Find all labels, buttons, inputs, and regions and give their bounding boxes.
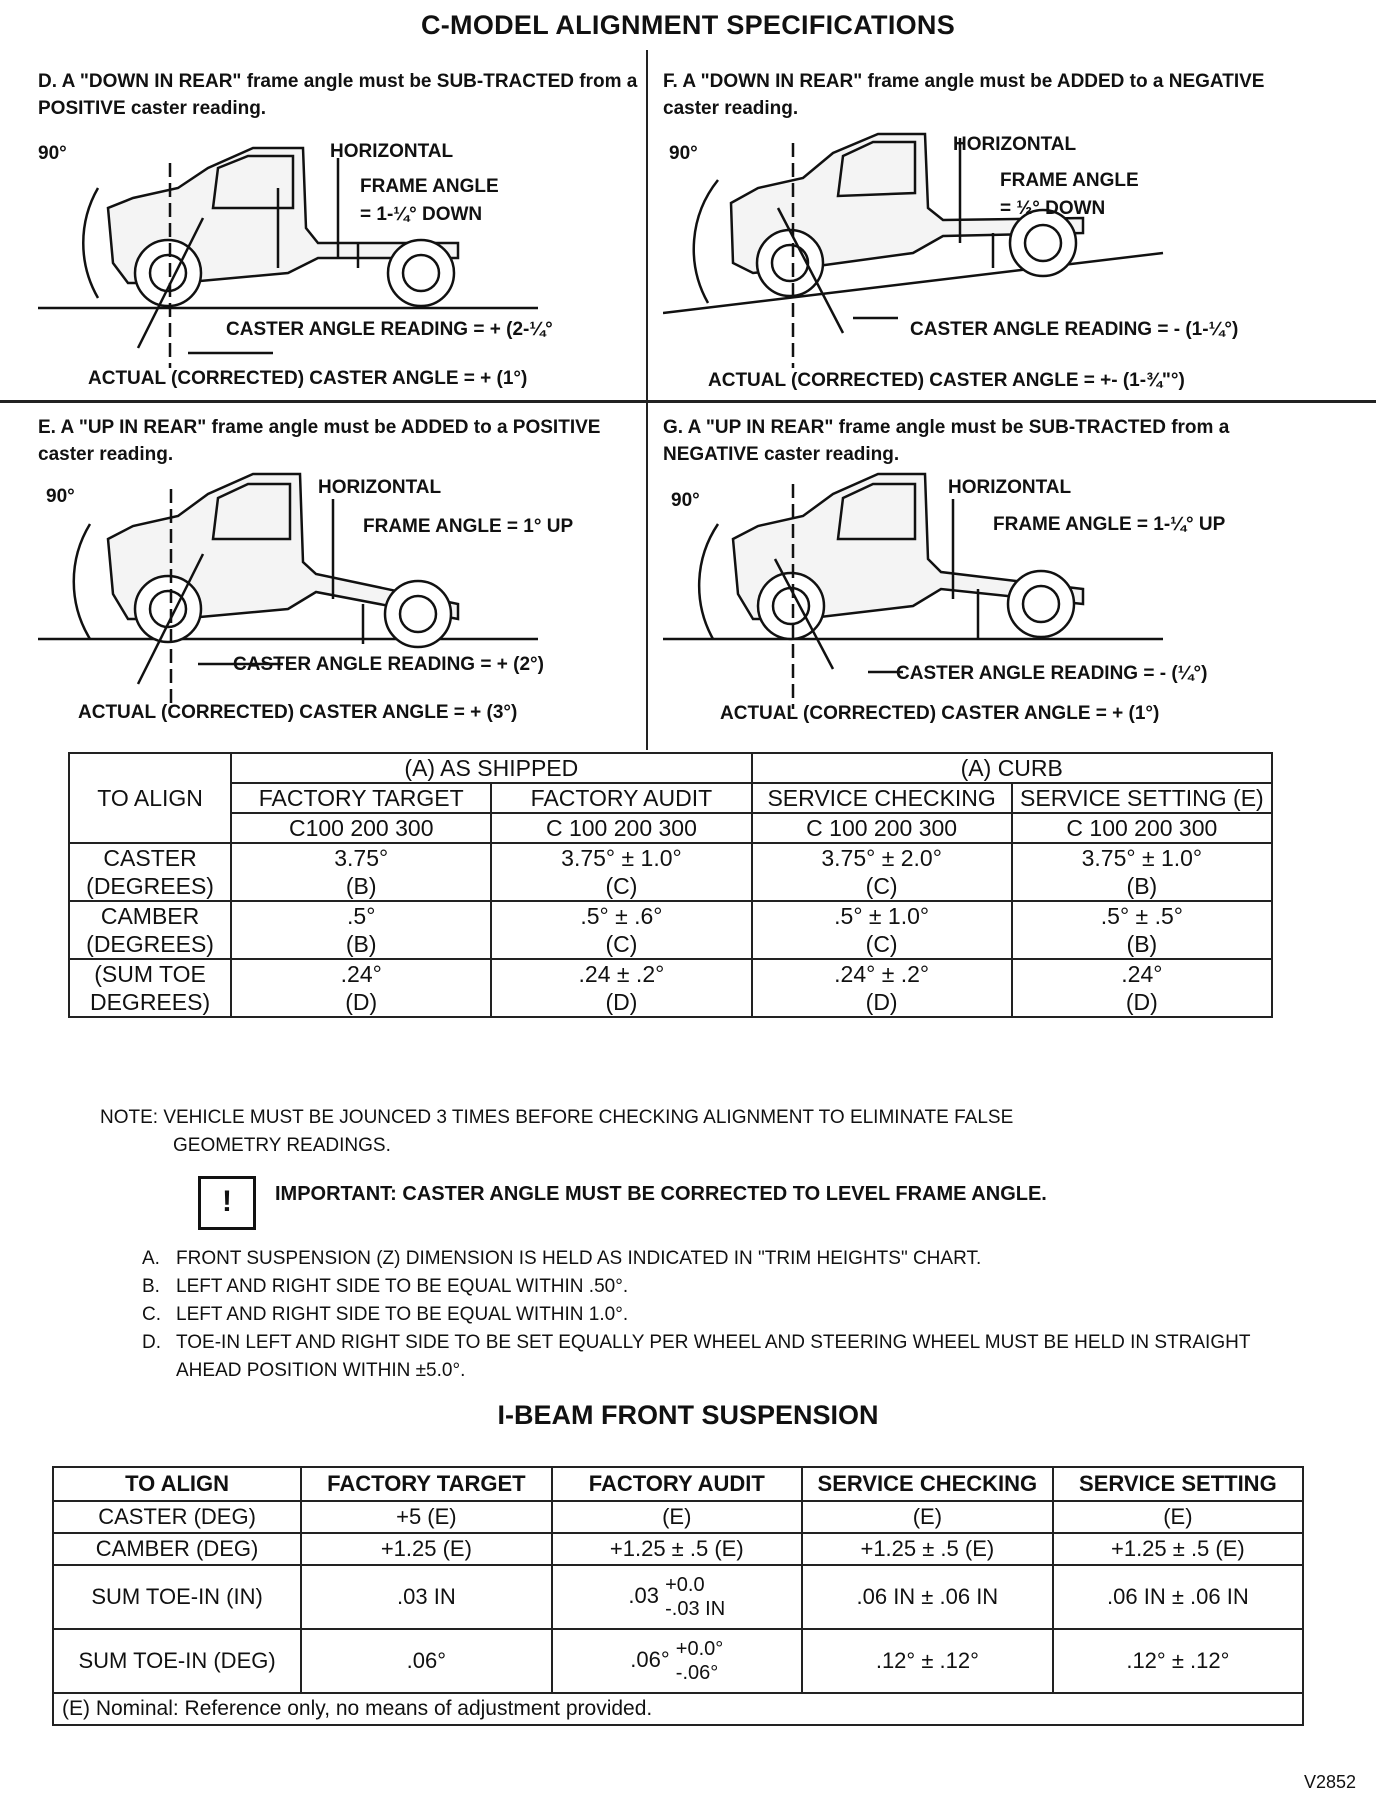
note-line-2: GEOMETRY READINGS. (173, 1135, 391, 1156)
panel-g-horizontal: HORIZONTAL (948, 477, 1072, 498)
row-label: CASTER (DEGREES) (69, 843, 231, 901)
panel-g-caption: G. A "UP IN REAR" frame angle must be SUB-TRACTED from a NEGATIVE caster reading. (663, 417, 1230, 465)
spec-cell: .24° (D) (1012, 959, 1272, 1017)
group-as-shipped: (A) AS SHIPPED (231, 753, 751, 783)
spec-cell: .24° (D) (231, 959, 491, 1017)
header-cell: FACTORY TARGET (301, 1467, 551, 1501)
col-service-checking: SERVICE CHECKING (752, 783, 1012, 813)
tolerance-cell: .03 +0.0 -.03 IN (552, 1565, 802, 1629)
note-line-1: NOTE: VEHICLE MUST BE JOUNCED 3 TIMES BEFORE CHECKING ALIGNMENT TO ELIMINATE FALSE (100, 1107, 1014, 1128)
spec-cell: .5° ± .5° (B) (1012, 901, 1272, 959)
panel-g-actual: ACTUAL (CORRECTED) CASTER ANGLE = + (1°) (720, 703, 1160, 724)
panel-e-ninety: 90° (46, 486, 75, 507)
spec-cell: .5° ± .6° (C) (491, 901, 751, 959)
panel-e-frame-angle: FRAME ANGLE = 1° UP (363, 516, 574, 537)
note-block (100, 1104, 1200, 1160)
model-row-cell: C 100 200 300 (752, 813, 1012, 843)
list-item: A. FRONT SUSPENSION (Z) DIMENSION IS HELD AS INDICATED IN "TRIM HEIGHTS" CHART. (142, 1248, 982, 1269)
panel-d-actual: ACTUAL (CORRECTED) CASTER ANGLE = + (1°) (88, 368, 528, 389)
panel-d-ninety: 90° (38, 143, 67, 164)
panel-d (38, 68, 678, 413)
panel-f-frame-angle: FRAME ANGLE (1000, 170, 1139, 191)
panel-f-caster-reading: CASTER ANGLE READING = - (1-¼°) (910, 319, 1239, 340)
panel-f-frame-value: = ½° DOWN (1000, 198, 1106, 219)
tolerance-cell: .06° +0.0° -.06° (552, 1629, 802, 1693)
panel-f-truck-diagram (663, 68, 1343, 413)
important-text: IMPORTANT: CASTER ANGLE MUST BE CORRECTED TO LEVEL FRAME ANGLE. (275, 1183, 1047, 1205)
panel-d-frame-value: = 1-¼° DOWN (360, 204, 483, 225)
spec-cell: 3.75° ± 1.0° (C) (491, 843, 751, 901)
table-row: SUM TOE-IN (DEG) .06° .06° +0.0° -.06° .12° ± .12° .12° ± .12° (53, 1629, 1303, 1693)
page-title: C-MODEL ALIGNMENT SPECIFICATIONS (420, 10, 956, 40)
spec-cell: .24 ± .2° (D) (491, 959, 751, 1017)
col-factory-audit: FACTORY AUDIT (491, 783, 751, 813)
model-row-cell: C 100 200 300 (491, 813, 751, 843)
panel-e (38, 414, 678, 759)
toe-row (69, 959, 1272, 1017)
spec-cell: 3.75° ± 1.0° (B) (1012, 843, 1272, 901)
table-row: CASTER (DEG) +5 (E) (E) (E) (E) (53, 1501, 1303, 1533)
c-model-spec-table (68, 752, 1273, 1018)
panel-g-caster-reading: CASTER ANGLE READING = - (¼°) (896, 663, 1208, 684)
table-footnote-row (53, 1693, 1303, 1725)
col-factory-target: FACTORY TARGET (231, 783, 491, 813)
camber-row (69, 901, 1272, 959)
table-row: SUM TOE-IN (IN) .03 IN .03 +0.0 -.03 IN .06 IN ± .06 IN .06 IN ± .06 IN (53, 1565, 1303, 1629)
panel-d-truck-diagram (38, 68, 678, 413)
header-cell: SERVICE CHECKING (802, 1467, 1053, 1501)
row-label: CAMBER (DEGREES) (69, 901, 231, 959)
list-item: D. TOE-IN LEFT AND RIGHT SIDE TO BE SET EQUALLY PER WHEEL AND STEERING WHEEL MUST BE HELD IN STRAIGHT AHEAD POSITION WITHIN ±5.0°. (142, 1332, 1251, 1381)
panel-d-caster-reading: CASTER ANGLE READING = + (2-¼° (226, 319, 553, 340)
panel-f-ninety: 90° (669, 143, 698, 164)
panel-f-horizontal: HORIZONTAL (953, 134, 1077, 155)
spec-cell: .24° ± .2° (D) (752, 959, 1012, 1017)
panel-d-caption: D. A "DOWN IN REAR" frame angle must be SUB-TRACTED from a POSITIVE caster reading. (38, 71, 638, 119)
panel-e-actual: ACTUAL (CORRECTED) CASTER ANGLE = + (3°) (78, 702, 518, 723)
header-cell: SERVICE SETTING (1053, 1467, 1303, 1501)
panel-g (663, 414, 1303, 759)
caster-row (69, 843, 1272, 901)
model-row-cell: C 100 200 300 (1012, 813, 1272, 843)
row-label: (SUM TOE DEGREES) (69, 959, 231, 1017)
footnote-list (142, 1245, 1282, 1385)
header-cell: FACTORY AUDIT (552, 1467, 802, 1501)
table-footnote: (E) Nominal: Reference only, no means of adjustment provided. (53, 1693, 1303, 1725)
panel-f-caption: F. A "DOWN IN REAR" frame angle must be ADDED to a NEGATIVE caster reading. (663, 71, 1265, 119)
spec-cell: 3.75° ± 2.0° (C) (752, 843, 1012, 901)
spec-cell: 3.75° (B) (231, 843, 491, 901)
group-curb: (A) CURB (752, 753, 1272, 783)
col-service-setting: SERVICE SETTING (E) (1012, 783, 1272, 813)
panel-f-actual: ACTUAL (CORRECTED) CASTER ANGLE = +- (1-¾"°) (708, 370, 1185, 391)
spec-cell: .5° ± 1.0° (C) (752, 901, 1012, 959)
panel-e-caster-reading: CASTER ANGLE READING = + (2°) (233, 654, 544, 675)
header-cell: TO ALIGN (53, 1467, 301, 1501)
i-beam-spec-table (52, 1466, 1304, 1726)
figure-code: V2852 (1303, 1772, 1356, 1792)
panel-f (663, 68, 1303, 413)
important-icon: ! (198, 1176, 256, 1230)
list-item: C. LEFT AND RIGHT SIDE TO BE EQUAL WITHIN 1.0°. (142, 1304, 629, 1325)
table-row: CAMBER (DEG) +1.25 (E) +1.25 ± .5 (E) +1.25 ± .5 (E) +1.25 ± .5 (E) (53, 1533, 1303, 1565)
list-item: B. LEFT AND RIGHT SIDE TO BE EQUAL WITHIN .50°. (142, 1276, 629, 1297)
to-align-header: TO ALIGN (69, 753, 231, 843)
model-row-cell: C100 200 300 (231, 813, 491, 843)
section-title: I-BEAM FRONT SUSPENSION (497, 1400, 879, 1430)
panel-d-frame-angle: FRAME ANGLE (360, 176, 499, 197)
spec-cell: .5° (B) (231, 901, 491, 959)
panel-e-horizontal: HORIZONTAL (318, 477, 442, 498)
panel-g-ninety: 90° (671, 490, 700, 511)
panel-g-frame-angle: FRAME ANGLE = 1-¼° UP (993, 514, 1226, 535)
panel-e-caption: E. A "UP IN REAR" frame angle must be ADDED to a POSITIVE caster reading. (38, 417, 601, 465)
panel-d-horizontal: HORIZONTAL (330, 141, 454, 162)
